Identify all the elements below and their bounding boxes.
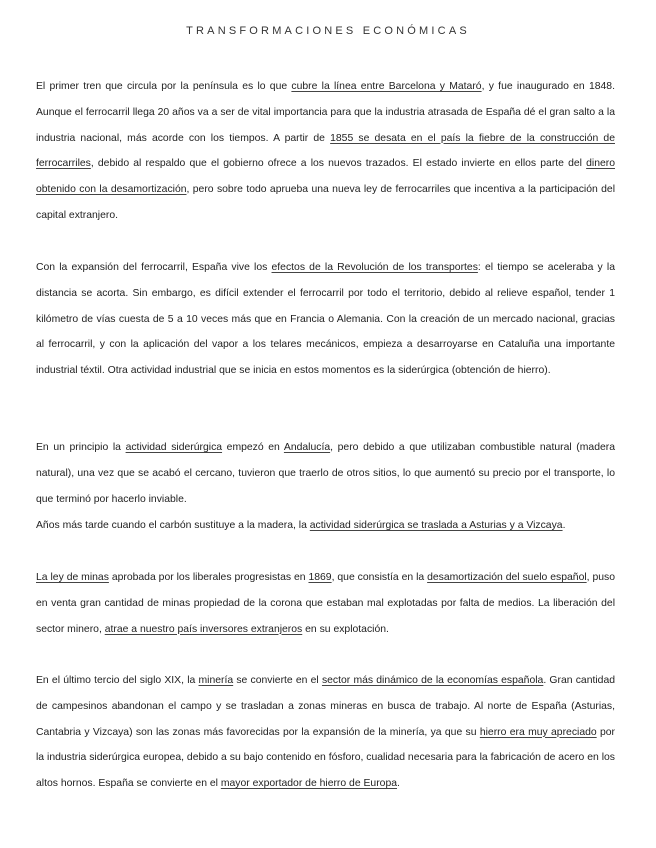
text-segment: empezó en <box>222 442 284 453</box>
text-segment: , debido al respaldo que el gobierno ofrece a los nuevos trazados. El estado invierte en ellos parte del <box>90 158 587 170</box>
text-segment: . Gran cantidad de campesinos abandonan el campo y se trasladan a zonas mineras en busca de trabajo. Al norte de España (Asturias, Cantabria y Vizcaya) son las zonas más favorecidas por la expansión de la minería, ya que su <box>36 675 616 738</box>
underlined-phrase: atrae a nuestro país inversores extranjeros <box>104 623 303 635</box>
underlined-phrase: sector más dinámico de la economías española <box>321 675 544 686</box>
text-segment: . <box>562 520 566 531</box>
text-segment: , puso en venta gran cantidad de minas propiedad de la corona que estaban mal explotadas por falta de medios. La liberación del sector minero, <box>36 572 616 635</box>
underlined-phrase: Andalucía <box>283 442 331 453</box>
underlined-phrase: cubre la línea entre Barcelona y Mataró <box>291 81 482 92</box>
paragraph-railway-origins <box>36 74 615 229</box>
text-segment: : el tiempo se aceleraba y la distancia se acorta. Sin embargo, es difícil extender el ferrocarril por todo el territorio, debido al relieve español, tender 1 kilómetro de vías cuesta de 5 a 10 veces más que en Francia o Alemania. Con la creación de un mercado nacional, gracias al ferrocarril, y con la aplicación del vapor a los telares mecánicos, empieza a desarroyarse en Cataluña una importante industrial téxtil. Otra actividad industrial que se inicia en estos momentos es la siderúrgica (obtención de hierro). <box>36 262 615 377</box>
underlined-phrase: minería <box>198 675 234 686</box>
underlined-phrase: La ley de minas <box>36 572 109 583</box>
text-segment: , y fue inaugurado en 1848. Aunque el ferrocarril llega 20 años va a ser de vital importancia para que la industria atrasada de España dé el gran salto a la industria nacional, más acorde con los tiempos. A partir de <box>36 81 615 144</box>
text-segment: , que consistía en la <box>331 572 428 583</box>
text-segment: aprobada por los liberales progresistas en <box>108 572 309 583</box>
underlined-phrase: actividad siderúrgica <box>125 442 223 453</box>
text-segment: En un principio la <box>36 442 126 453</box>
text-segment: , pero debido a que utilizaban combustible natural (madera natural), una vez que se acabó el cercano, tuvieron que traerlo de otros sitios, lo que aumentó su precio por el transporte, lo que terminó por hacerlo inviable. <box>36 442 615 505</box>
underlined-phrase: 1869 <box>308 572 332 583</box>
text-segment: , pero sobre todo aprueba una nueva ley de ferrocarriles que incentiva a la participación del capital extranjero. <box>36 184 615 221</box>
text-segment: Años más tarde cuando el carbón sustituye a la madera, la <box>36 520 310 531</box>
underlined-phrase: desamortización del suelo español <box>427 572 587 583</box>
document-title: TRANSFORMACIONES ECONÓMICAS <box>186 25 470 37</box>
text-segment: en su explotación. <box>302 623 389 635</box>
underlined-phrase: mayor exportador de hierro de Europa <box>220 778 398 790</box>
text-segment: Con la expansión del ferrocarril, España vive los <box>36 262 272 273</box>
text-segment: En el último tercio del siglo XIX, la <box>36 675 199 686</box>
underlined-phrase: hierro era muy apreciado <box>479 726 597 738</box>
underlined-phrase: dinero obtenido con la desamortización <box>36 158 615 196</box>
text-segment: . <box>397 778 400 790</box>
underlined-phrase: efectos de la Revolución de los transportes <box>271 262 478 273</box>
paragraph-mining-sector <box>36 668 615 797</box>
paragraph-steel-andalucia <box>36 435 615 512</box>
text-segment: por la industria siderúrgica europea, debido a su bajo contenido en fósforo, cualidad necesaria para la fabricación de acero en los altos hornos. España se convierte en el <box>36 726 616 790</box>
paragraph-mining-law <box>36 565 615 642</box>
paragraph-steel-asturias <box>36 513 615 539</box>
underlined-phrase: actividad siderúrgica se traslada a Asturias y a Vizcaya <box>309 520 563 531</box>
underlined-phrase: 1855 se desata en el país la fiebre de la construcción de ferrocarriles <box>36 132 615 170</box>
text-segment: se convierte en el <box>233 675 322 686</box>
paragraph-transport-revolution <box>36 255 615 384</box>
text-segment: El primer tren que circula por la península es lo que <box>36 81 292 92</box>
